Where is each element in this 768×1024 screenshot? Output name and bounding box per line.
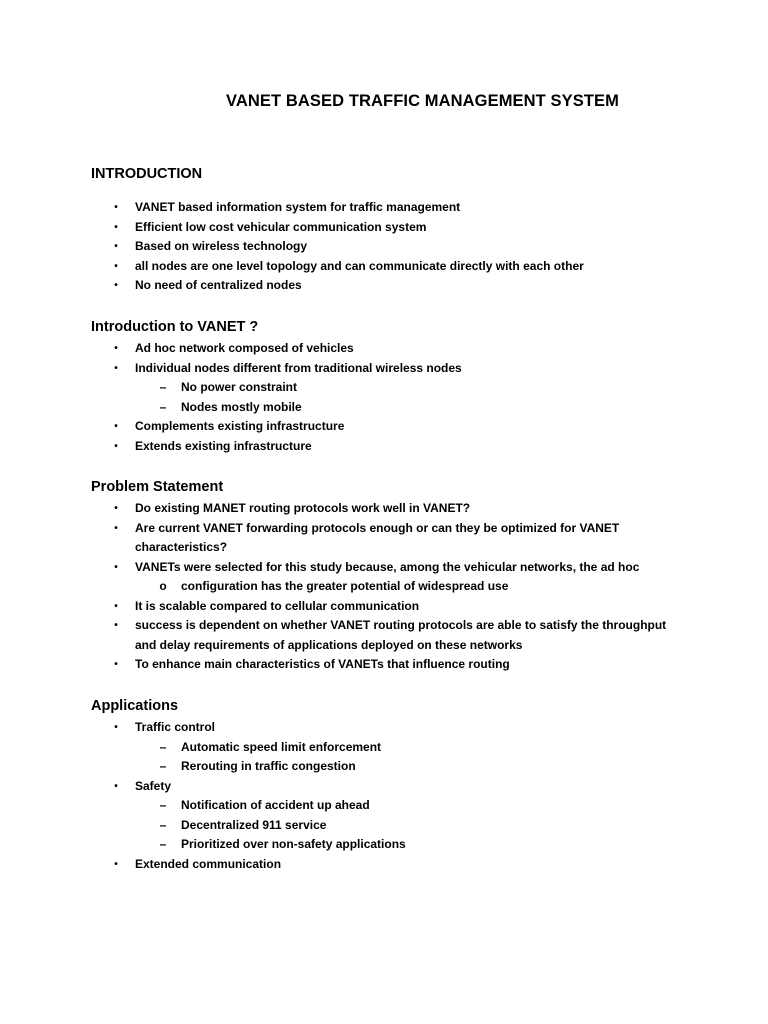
list-item: [0, 597, 666, 617]
list-item: [0, 417, 462, 437]
sub-list-item: [0, 796, 406, 816]
bullet-marker: •: [114, 620, 118, 631]
list-item-text: Efficient low cost vehicular communication system: [135, 219, 427, 234]
sub-list-item: [0, 738, 406, 758]
bullet-marker: •: [114, 221, 118, 233]
list-item-text: Traffic control: [135, 720, 216, 734]
section-heading-problem: Problem Statement: [91, 479, 224, 495]
list-item-text: Safety: [135, 778, 172, 793]
list-item: [0, 257, 584, 277]
section-heading-intro-vanet: Introduction to VANET ?: [91, 319, 259, 335]
list-item: [0, 855, 406, 875]
list-item: [0, 558, 666, 578]
bullet-marker: •: [114, 600, 118, 612]
list-item-continuation: [0, 538, 666, 558]
bullet-marker: •: [114, 260, 118, 272]
list-item-text: Automatic speed limit enforcement: [181, 739, 382, 754]
bullet-marker: •: [114, 561, 118, 573]
sub-list-item: [0, 577, 666, 597]
list-item-text: Complements existing infrastructure: [135, 419, 345, 433]
dash-marker: –: [159, 399, 167, 414]
list-item: [0, 437, 462, 457]
list-item-text: No need of centralized nodes: [135, 278, 302, 292]
list-item-text: Rerouting in traffic congestion: [181, 759, 356, 773]
list-item-text: Extends existing infrastructure: [135, 438, 312, 453]
list-item-text: Decentralized 911 service: [181, 817, 327, 832]
list-item: [0, 718, 406, 738]
bullet-marker: •: [114, 241, 118, 252]
list-item-text: Are current VANET forwarding protocols enough or can they be optimized for VANET: [135, 520, 620, 535]
bullet-marker: •: [114, 503, 118, 514]
bullet-marker: •: [114, 362, 118, 374]
list-item: [0, 616, 666, 636]
list-item: [0, 237, 584, 257]
list-item: [0, 198, 584, 218]
list-item: [0, 655, 666, 675]
list-item: [0, 339, 462, 359]
dash-marker: –: [159, 817, 167, 832]
sub-list-item: [0, 398, 462, 418]
problem-list: [0, 499, 666, 675]
introduction-list: [0, 198, 584, 296]
list-item-text: Prioritized over non-safety applications: [181, 837, 406, 851]
list-item-text: To enhance main characteristics of VANETs that influence routing: [135, 657, 510, 671]
sub-list-item: [0, 835, 406, 855]
circle-marker: o: [159, 579, 167, 593]
list-item: [0, 359, 462, 379]
bullet-marker: •: [114, 858, 118, 870]
list-item-text: Extended communication: [135, 856, 282, 871]
list-item: [0, 218, 584, 238]
list-item-text: configuration has the greater potential of widespread use: [181, 579, 509, 593]
list-item-text: Notification of accident up ahead: [181, 798, 370, 812]
dash-marker: –: [159, 739, 167, 754]
list-item-text: VANETs were selected for this study because, among the vehicular networks, the ad hoc: [135, 559, 640, 574]
list-item-text: Ad hoc network composed of vehicles: [135, 341, 354, 355]
list-item-text: Do existing MANET routing protocols work well in VANET?: [135, 501, 471, 515]
intro-vanet-list: [0, 339, 462, 456]
applications-list: [0, 718, 406, 874]
list-item-text: and delay requirements of applications deployed on these networks: [135, 637, 523, 652]
dash-marker: –: [159, 837, 167, 851]
bullet-marker: •: [114, 440, 118, 452]
list-item-text: Based on wireless technology: [135, 239, 308, 253]
list-item-continuation: [0, 636, 666, 656]
list-item: [0, 499, 666, 519]
sub-list-item: [0, 757, 406, 777]
list-item-text: VANET based information system for traffic management: [135, 200, 461, 214]
bullet-marker: •: [114, 780, 118, 792]
sub-list-item: [0, 816, 406, 836]
bullet-marker: •: [114, 280, 118, 291]
list-item: [0, 777, 406, 797]
list-item: [0, 276, 584, 296]
list-item-text: Individual nodes different from traditional wireless nodes: [135, 360, 462, 375]
dash-marker: –: [159, 798, 167, 812]
list-item-text: success is dependent on whether VANET routing protocols are able to satisfy the throughput: [135, 618, 667, 632]
sub-list-item: [0, 378, 462, 398]
list-item-text: characteristics?: [135, 540, 228, 554]
list-item-text: Nodes mostly mobile: [181, 399, 302, 414]
dash-marker: –: [159, 380, 167, 394]
bullet-marker: •: [114, 343, 118, 354]
bullet-marker: •: [114, 421, 118, 432]
bullet-marker: •: [114, 722, 118, 733]
section-heading-applications: Applications: [91, 698, 179, 714]
dash-marker: –: [159, 759, 167, 773]
list-item-text: No power constraint: [181, 380, 298, 394]
section-heading-introduction: INTRODUCTION: [91, 166, 203, 182]
list-item: [0, 519, 666, 539]
list-item-text: It is scalable compared to cellular communication: [135, 598, 420, 613]
bullet-marker: •: [114, 659, 118, 670]
list-item-text: all nodes are one level topology and can communicate directly with each other: [135, 258, 584, 273]
bullet-marker: •: [114, 202, 118, 213]
bullet-marker: •: [114, 522, 118, 534]
document-title: VANET BASED TRAFFIC MANAGEMENT SYSTEM: [226, 92, 619, 110]
